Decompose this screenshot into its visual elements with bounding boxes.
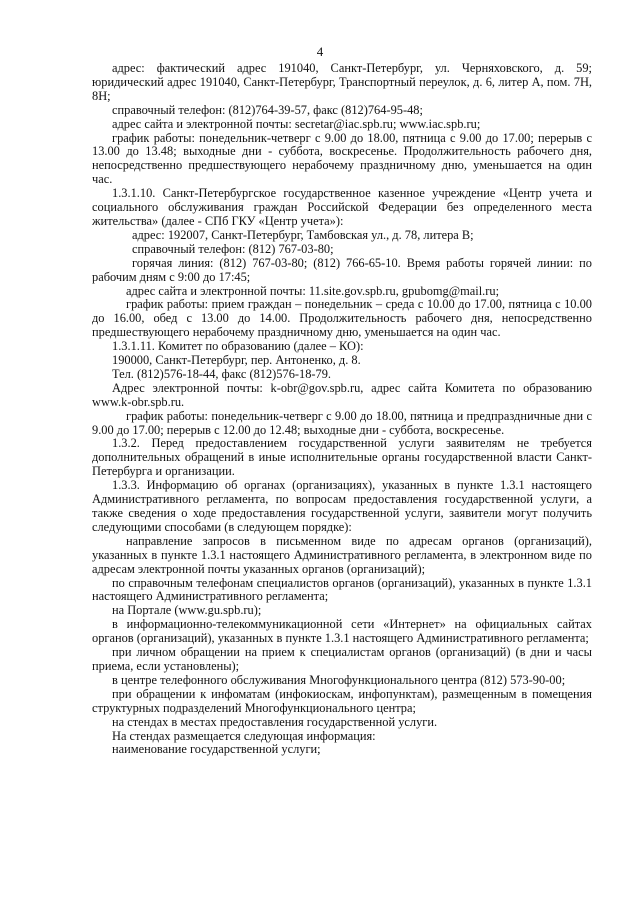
paragraph: адрес сайта и электронной почты: secretar@iac.spb.ru; www.iac.spb.ru; [112, 116, 481, 131]
paragraph: адрес: 192007, Санкт-Петербург, Тамбовская ул., д. 78, литера В; [132, 227, 474, 242]
paragraph: график работы: прием граждан – понедельник – среда с 10.00 до 17.00, пятница с 10.00 до 16.00, обед с 13.00 до 14.00. Продолжительность рабочего дня, непосредственно предшествующего нерабочему праздничному дню, уменьшается на один час. [92, 297, 592, 340]
paragraph: Адрес электронной почты: k-obr@gov.spb.ru, адрес сайта Комитета по образованию www.k-obr.spb.ru. [92, 380, 592, 409]
paragraph: на Портале (www.gu.spb.ru); [112, 603, 262, 618]
paragraph: график работы: понедельник-четверг с 9.00 до 18.00, пятница с 9.00 до 17.00; перерыв с 13.00 до 13.48; выходные дни - суббота, воскресенье. Продолжительность рабочего дня, непосредственно предшествующего нерабочему праздничному дню, уменьшается на один час. [92, 130, 592, 187]
paragraph: по справочным телефонам специалистов органов (организаций), указанных в пункте 1.3.1 настоящего Административного регламента; [92, 575, 592, 604]
paragraph: при обращении к инфоматам (инфокиоскам, инфопунктам), размещенным в помещения структурных подразделений Многофункционального центра; [92, 686, 592, 715]
paragraph: в центре телефонного обслуживания Многофункционального центра (812) 573-90-00; [112, 672, 566, 687]
document-body [92, 62, 592, 757]
paragraph: адрес сайта и электронной почты: 11.site.gov.spb.ru, gpubomg@mail.ru; [126, 283, 500, 298]
paragraph: На стендах размещается следующая информация: [112, 728, 376, 743]
page-number: 4 [316, 44, 324, 59]
paragraph: 1.3.1.10. Санкт-Петербургское государственное казенное учреждение «Центр учета и социального обслуживания граждан Российской Федерации без определенного места жительства» (далее - СПб ГКУ «Центр учета»): [92, 186, 592, 228]
paragraph: на стендах в местах предоставления государственной услуги. [112, 714, 438, 729]
paragraph: 1.3.2. Перед предоставлением государственной услуги заявителям не требуется дополнительных обращений в иные исполнительные органы государственной власти Санкт-Петербурга и организации. [92, 436, 592, 479]
paragraph: направление запросов в письменном виде по адресам органов (организаций), указанных в пункте 1.3.1 настоящего Административного регламента, в электронном виде по адресам электронной почты указанных органов (организаций); [92, 533, 592, 576]
paragraph: справочный телефон: (812) 767-03-80; [132, 241, 334, 256]
paragraph: 1.3.1.11. Комитет по образованию (далее – КО): [112, 339, 364, 354]
paragraph: в информационно-телекоммуникационной сети «Интернет» на официальных сайтах органов (организаций), указанных в пункте 1.3.1 настоящего Административного регламента; [92, 617, 592, 646]
paragraph: наименование государственной услуги; [112, 742, 321, 757]
paragraph: горячая линия: (812) 767-03-80; (812) 766-65-10. Время работы горячей линии: по рабочим дням с 9:00 до 17:45; [92, 255, 592, 284]
paragraph: 1.3.3. Информацию об органах (организациях), указанных в пункте 1.3.1 настоящего Административного регламента, по вопросам предоставления государственной услуги, а также сведения о ходе предоставления государственной услуги, заявители могут получить следующими способами (в следующем порядке): [92, 478, 592, 534]
paragraph: график работы: понедельник-четверг с 9.00 до 18.00, пятница и предпраздничные дни с 9.00 до 17.00; перерыв с 12.00 до 12.48; выходные дни - суббота, воскресенье. [92, 408, 592, 437]
paragraph: при личном обращении на прием к специалистам органов (организаций) (в дни и часы приема, если установлены); [92, 645, 592, 673]
paragraph: справочный телефон: (812)764-39-57, факс (812)764-95-48; [112, 102, 423, 117]
paragraph: адрес: фактический адрес 191040, Санкт-Петербург, ул. Черняховского, д. 59; юридический адрес 191040, Санкт-Петербург, Транспортный переулок, д. 6, литер А, пом. 7Н, 8Н; [92, 61, 592, 103]
paragraph: 190000, Санкт-Петербург, пер. Антоненко, д. 8. [112, 353, 361, 368]
paragraph: Тел. (812)576-18-44, факс (812)576-18-79. [112, 366, 332, 381]
